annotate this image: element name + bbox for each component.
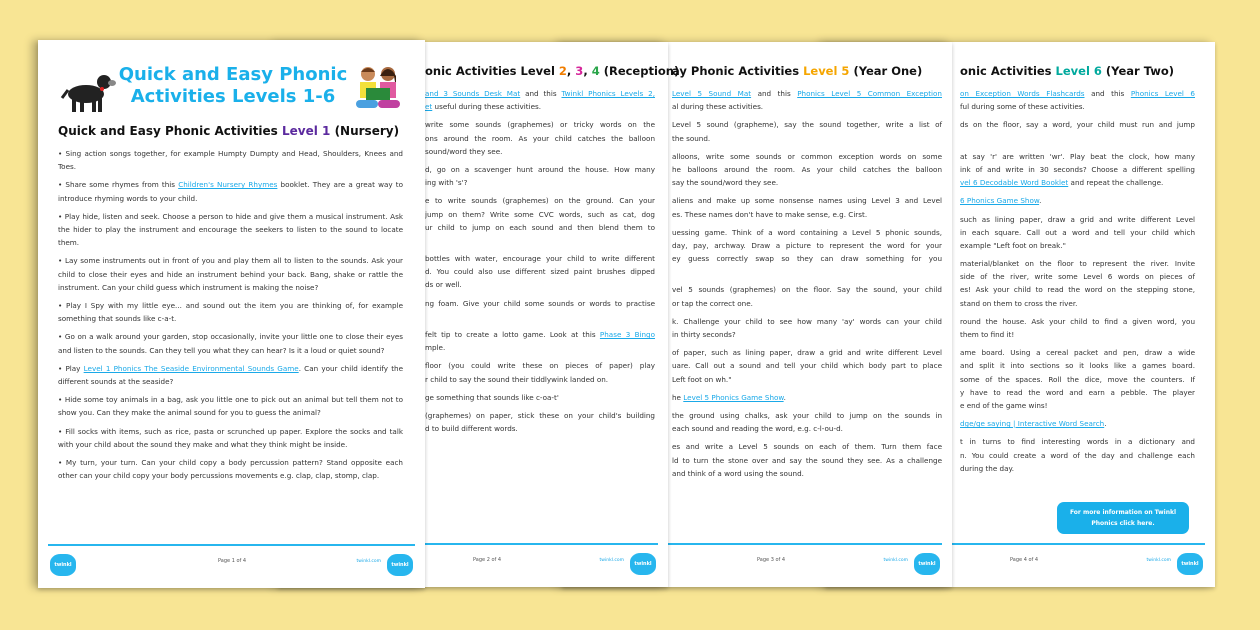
resource-link[interactable]: Level 5 Phonics Game Show: [683, 392, 784, 402]
activity-paragraph: [425, 359, 655, 385]
text-segment: and think of a word using the sound.: [672, 468, 804, 478]
activity-paragraph: [58, 456, 403, 482]
text-line: [960, 194, 1195, 207]
text-segment: each sound and reading the word, e.g. c-l-ou-d.: [672, 424, 843, 434]
text-line: [672, 163, 942, 176]
text-line: [425, 132, 655, 145]
twinkl-badge-icon: twinkl: [387, 554, 413, 576]
text-segment: write some sounds (graphemes) or tricky words on the: [425, 120, 655, 130]
text-segment: material/blanket on the floor to represent the river. Invite: [960, 259, 1195, 269]
text-line: [425, 118, 655, 131]
children-reading-illustration-icon: [350, 64, 406, 116]
text-segment: ey guess correctly swap so they can draw something for you: [672, 254, 942, 264]
activity-paragraph: [960, 87, 1195, 113]
resource-link[interactable]: Level 1 Phonics The Seaside Environmental Sounds Game: [83, 363, 299, 373]
text-segment: • Play hide, listen and seek. Choose a person to hide and give them a musical instrument. Ask the hider to play the instrument and encourage the seekers to listen to the sound to locate them.: [58, 211, 403, 248]
text-line: [425, 422, 655, 435]
resource-link[interactable]: on Exception Words Flashcards: [960, 89, 1085, 98]
activity-paragraph: [58, 393, 403, 419]
activity-paragraph: [960, 417, 1195, 430]
text-segment: .: [1104, 419, 1107, 429]
section-heading: [960, 64, 1195, 78]
text-segment: uessing game. Think of a word containing a Level 5 phonic sounds,: [672, 227, 942, 237]
section-heading: [425, 64, 680, 78]
text-line: [672, 409, 942, 422]
text-segment: • Lay some instruments out in front of you and play them all to listen to the sounds. Ask your child to close their eyes and hide an instrument behind your back. Bang, shake or rattle the instrument. Can your child guess which instrument is making the noise?: [58, 256, 403, 292]
text-line: [960, 176, 1195, 189]
resource-link[interactable]: Level 5 Sound Mat: [672, 89, 752, 98]
text-segment: ame board. Using a cereal packet and pen, draw a wide: [960, 348, 1195, 358]
text-line: [960, 270, 1195, 283]
text-segment: ,: [566, 64, 576, 78]
activity-paragraph: [960, 194, 1195, 207]
text-line: [425, 391, 655, 404]
text-segment: alloons, write some sounds or common exception words on some: [672, 151, 942, 161]
text-line: [425, 234, 655, 247]
page-number: Page 1 of 4: [218, 558, 247, 564]
activity-paragraph: [672, 87, 942, 113]
text-segment: and split it into sections so it looks like a games board.: [960, 361, 1195, 371]
text-line: [960, 449, 1195, 462]
level-label: 4: [591, 64, 600, 78]
more-info-button[interactable]: For more information on Twinkl Phonics click here.: [1057, 502, 1189, 534]
footer-divider: [48, 544, 415, 546]
activity-paragraph: [672, 409, 942, 435]
text-segment: booklet. They are a great way to introduce rhyming words to your child.: [58, 180, 403, 203]
text-line: [672, 391, 942, 404]
text-segment: ink of and write in 30 seconds? Choose a different spelling: [960, 164, 1195, 174]
text-line: [672, 100, 942, 113]
activity-paragraph: [672, 226, 942, 279]
text-line: [960, 462, 1195, 475]
text-segment: ld to turn the stone over and say the sound they see. As a challenge: [672, 455, 942, 465]
resource-link[interactable]: vel 6 Decodable Word Booklet: [960, 178, 1069, 188]
text-segment: ons around the room. As your child catches the balloon: [425, 133, 655, 143]
site-link[interactable]: twinkl.com: [599, 558, 624, 563]
page-number: Page 4 of 4: [1010, 557, 1039, 563]
page-4-content: [960, 64, 1195, 480]
text-segment: mple.: [425, 343, 446, 353]
text-line: [960, 328, 1195, 341]
level-label: 3: [575, 64, 584, 78]
text-line: [672, 315, 942, 328]
site-link[interactable]: twinkl.com: [1146, 558, 1171, 563]
text-line: [960, 346, 1195, 359]
text-line: [672, 328, 942, 341]
text-segment: he balloons around the room. As your child catches the balloon: [672, 164, 942, 174]
activity-paragraph: [672, 391, 942, 404]
page-3-content: [672, 64, 942, 485]
text-segment: or tap the correct one.: [672, 298, 753, 308]
activity-paragraph: [960, 213, 1195, 253]
text-line: [425, 252, 655, 265]
text-segment: • Fill socks with items, such as rice, pasta or scrunched up paper. Explore the socks and talk with your child about the sound they make and what they think might be inside.: [58, 426, 403, 449]
text-segment: • Play I Spy with my little eye... and sound out the item you are thinking of, for example something that sounds like c-a-t.: [58, 301, 403, 324]
text-segment: t in turns to find interesting words in a dictionary and: [960, 437, 1195, 447]
text-line: [960, 132, 1195, 145]
text-segment: onic Activities: [960, 64, 1056, 78]
text-line: [672, 118, 942, 131]
resource-link[interactable]: Phonics Level 6: [1130, 89, 1195, 98]
text-segment: Quick and Easy Phonic Activities: [58, 124, 282, 138]
activity-paragraph: [58, 362, 403, 388]
text-segment: k. Challenge your child to see how many 'ay' words can your child: [672, 316, 942, 326]
twinkl-badge-icon: twinkl: [630, 553, 656, 575]
text-segment: some of the spaces. Roll the dice, move the counters. If: [960, 374, 1195, 384]
activity-paragraph: [960, 435, 1195, 475]
text-line: [425, 359, 655, 372]
text-line: [960, 297, 1195, 310]
text-segment: • Play: [58, 363, 84, 373]
text-segment: the ground using chalks, ask your child to jump on the sounds in: [672, 410, 942, 420]
text-segment: al during these activities.: [672, 102, 764, 112]
text-line: [425, 297, 655, 310]
text-segment: during the day.: [960, 463, 1015, 473]
page-number: Page 3 of 4: [757, 557, 786, 563]
activity-paragraph: [425, 252, 655, 292]
level-label: Level 1: [282, 124, 331, 138]
text-line: [960, 239, 1195, 252]
text-line: [960, 399, 1195, 412]
text-segment: r child to say the sound their tiddlywink landed on.: [425, 374, 609, 384]
text-line: [960, 163, 1195, 176]
level-label: Level 5: [803, 64, 850, 78]
text-segment: onic Activities Level: [425, 64, 559, 78]
text-segment: and repeat the challenge.: [1068, 178, 1164, 188]
text-segment: and this: [520, 89, 562, 98]
text-line: [960, 118, 1195, 131]
activity-paragraph: [425, 163, 655, 189]
text-line: [672, 297, 942, 310]
text-segment: • My turn, your turn. Can your child copy a body percussion pattern? Stand opposite each other can your child copy your body percussions movements e.g. clap, clap, stomp, clap.: [58, 458, 403, 481]
text-segment: vel 5 sounds (graphemes) on the floor. Say the sound, your child: [672, 285, 942, 295]
text-segment: floor (you could write these on pieces of paper) play: [425, 361, 655, 371]
text-segment: round the house. Ask your child to find a given word, you: [960, 316, 1195, 326]
text-line: [672, 87, 942, 100]
text-segment: e to write sounds (graphemes) on the ground. Can your: [425, 196, 655, 206]
activity-paragraph: [425, 409, 655, 435]
text-segment: ing with 's'?: [425, 178, 468, 188]
text-line: [672, 283, 942, 296]
text-line: [425, 221, 655, 234]
resource-link[interactable]: and 3 Sounds Desk Mat: [425, 89, 521, 98]
text-segment: and this: [1084, 89, 1131, 98]
text-segment: . Can your child identify the different sounds at the seaside?: [58, 363, 403, 387]
text-line: [672, 239, 942, 252]
activity-paragraph: [960, 257, 1195, 310]
text-line: [425, 341, 655, 354]
activity-paragraph: [58, 425, 403, 451]
text-line: [960, 150, 1195, 163]
activity-paragraph: [425, 118, 655, 158]
text-segment: at say 'r' are written 'wr'. Play beat the clock, how many: [960, 151, 1195, 161]
text-line: [672, 422, 942, 435]
activity-paragraph: [425, 328, 655, 354]
text-line: [425, 328, 655, 341]
text-segment: example "Left foot on break.": [960, 240, 1066, 250]
text-segment: such as lining paper, draw a grid and write different Level: [960, 214, 1195, 224]
text-segment: the sound.: [672, 133, 711, 143]
text-segment: • Hide some toy animals in a bag, ask you little one to pick out an animal but tell them not to show you. Can they make the animal sound for you to guess the animal?: [58, 395, 403, 418]
level-label: 2: [558, 64, 567, 78]
text-line: [425, 278, 655, 291]
text-segment: es! Ask your child to read the word on the stepping stone,: [960, 285, 1195, 295]
text-segment: d to build different words.: [425, 424, 518, 434]
text-segment: aliens and make up some nonsense names using Level 3 and Level: [672, 196, 942, 206]
text-line: [672, 440, 942, 453]
text-line: [672, 150, 942, 163]
page-number: Page 2 of 4: [473, 557, 502, 563]
activity-paragraph: [58, 254, 403, 294]
text-segment: (Nursery): [330, 124, 400, 138]
page-2-content: [425, 64, 680, 440]
activity-paragraph: [960, 315, 1195, 341]
text-line: [425, 409, 655, 422]
text-line: [425, 176, 655, 189]
text-segment: .: [783, 392, 786, 402]
text-segment: d. You could also use different sized paint brushes dipped: [425, 267, 655, 277]
text-line: [960, 283, 1195, 296]
text-segment: stand on them to cross the river.: [960, 298, 1078, 308]
text-line: [960, 315, 1195, 328]
text-line: [672, 265, 942, 278]
activity-paragraph: [425, 87, 655, 113]
text-segment: in thirty seconds?: [672, 330, 736, 339]
text-segment: side of the river, write some Level 6 words on pieces of: [960, 272, 1195, 282]
section-heading: [672, 64, 942, 78]
text-segment: .: [1039, 196, 1042, 206]
text-segment: (Reception): [599, 64, 680, 78]
site-link[interactable]: twinkl.com: [356, 559, 381, 564]
text-line: [425, 163, 655, 176]
text-segment: sound/word they see.: [425, 146, 503, 156]
text-segment: es and write a Level 5 sounds on each of them. Turn them face: [672, 442, 942, 452]
text-segment: • Share some rhymes from this: [58, 180, 179, 190]
text-segment: them to find it!: [960, 330, 1015, 339]
text-segment: ay Phonic Activities: [672, 64, 804, 78]
activity-paragraph: [672, 346, 942, 386]
text-line: [672, 208, 942, 221]
activity-paragraph: [960, 150, 1195, 190]
text-segment: uare. Call out a sound and tell your child which body part to place: [672, 361, 942, 371]
resource-link[interactable]: dge/ge saying | Interactive Word Search: [960, 419, 1105, 429]
text-segment: of paper, such as lining paper, draw a grid and write different Level: [672, 348, 942, 358]
text-segment: (graphemes) on paper, stick these on your child's building: [425, 410, 655, 420]
text-line: [425, 265, 655, 278]
activity-paragraph: [58, 330, 403, 356]
activity-paragraph: [960, 346, 1195, 412]
text-line: [672, 373, 942, 386]
text-line: [425, 100, 655, 113]
text-line: [672, 252, 942, 265]
text-line: [425, 208, 655, 221]
text-segment: ful during some of these activities.: [960, 102, 1085, 112]
activity-paragraph: [672, 315, 942, 341]
text-segment: and this: [751, 89, 798, 98]
worksheet-page-1: [38, 40, 425, 588]
text-line: [672, 176, 942, 189]
activity-paragraph: [672, 283, 942, 309]
site-link[interactable]: twinkl.com: [883, 558, 908, 563]
text-line: [960, 213, 1195, 226]
activity-paragraph: [672, 150, 942, 190]
text-segment: • Go on a walk around your garden, stop occasionally, invite your little one to close their eyes and listen to the sounds. Can they tell you what they can hear? Is it a loud or quiet sound?: [58, 332, 403, 355]
dog-illustration-icon: [60, 68, 120, 114]
text-line: [425, 194, 655, 207]
text-line: [425, 373, 655, 386]
twinkl-badge-icon: twinkl: [914, 553, 940, 575]
activity-paragraph: [58, 299, 403, 325]
activity-paragraph: [58, 178, 403, 204]
text-line: [960, 100, 1195, 113]
text-segment: d, go on a scavenger hunt around the house. How many: [425, 164, 655, 174]
activity-paragraph: [672, 440, 942, 480]
text-segment: he: [672, 392, 684, 402]
text-segment: n. You could create a word of the day and challenge each: [960, 450, 1195, 460]
text-line: [425, 87, 655, 100]
resource-link[interactable]: Phase 3 Bingo: [599, 330, 656, 339]
text-segment: es. These names don't have to make sense, e.g. Cirst.: [672, 209, 868, 219]
text-segment: in each square. Call out a word and tell your child which: [960, 227, 1195, 237]
text-segment: ,: [583, 64, 592, 78]
text-segment: Level 5 sound (grapheme), say the sound together, write a list of: [672, 120, 942, 130]
text-segment: ds on the floor, say a word, your child must run and jump: [960, 120, 1195, 130]
twinkl-badge-icon: twinkl: [1177, 553, 1203, 575]
text-segment: (Year Two): [1101, 64, 1175, 78]
text-line: [672, 359, 942, 372]
text-segment: felt tip to create a lotto game. Look at this: [425, 330, 600, 339]
text-line: [960, 386, 1195, 399]
text-line: [425, 145, 655, 158]
text-line: [425, 310, 655, 323]
resource-link[interactable]: Twinkl Phonics Levels 2,: [561, 89, 655, 98]
activity-paragraph: [58, 210, 403, 250]
activity-paragraph: [960, 118, 1195, 144]
text-segment: Left foot on wh.": [672, 374, 732, 384]
text-line: [960, 87, 1195, 100]
text-line: [960, 373, 1195, 386]
text-line: [672, 194, 942, 207]
text-segment: ng foam. Give your child some sounds or words to practise: [425, 298, 655, 308]
resource-link[interactable]: 6 Phonics Game Show: [960, 196, 1040, 206]
text-segment: • Sing action songs together, for example Humpty Dumpty and Head, Shoulders, Knees and Toes.: [58, 149, 403, 172]
text-line: [960, 417, 1195, 430]
resource-link[interactable]: et: [425, 102, 433, 112]
page-1-content: [58, 124, 403, 487]
text-line: [672, 454, 942, 467]
activity-paragraph: [425, 297, 655, 323]
text-line: [672, 346, 942, 359]
text-segment: ur child to jump on each sound and then blend them to: [425, 222, 655, 232]
text-segment: e end of the game wins!: [960, 400, 1048, 410]
text-line: [960, 359, 1195, 372]
section-heading: [58, 124, 403, 138]
text-line: [960, 257, 1195, 270]
document-title: Quick and Easy Phonic Activities Levels 1-6: [118, 64, 348, 107]
text-segment: useful during these activities.: [432, 102, 542, 112]
text-segment: ge something that sounds like c-oa-t': [425, 392, 559, 402]
text-line: [672, 226, 942, 239]
activity-paragraph: [672, 194, 942, 220]
text-line: [960, 435, 1195, 448]
text-line: [672, 132, 942, 145]
text-segment: jump on them? Write some CVC words, such as cat, dog: [425, 209, 655, 219]
text-segment: day, pay, archway. Draw a picture to represent the word for your: [672, 240, 942, 250]
level-label: Level 6: [1055, 64, 1102, 78]
activity-paragraph: [425, 194, 655, 247]
text-line: [672, 467, 942, 480]
text-segment: (Year One): [849, 64, 923, 78]
text-segment: say the sound/word they see.: [672, 178, 779, 188]
activity-paragraph: [425, 391, 655, 404]
text-segment: y have to read the word and earn a pebble. The player: [960, 387, 1195, 397]
activity-paragraph: [672, 118, 942, 144]
resource-link[interactable]: Children's Nursery Rhymes: [178, 180, 278, 190]
twinkl-logo-icon: twinkl: [50, 554, 76, 576]
text-segment: ds or well.: [425, 280, 462, 290]
activity-paragraph: [58, 147, 403, 173]
text-line: [960, 226, 1195, 239]
resource-link[interactable]: Phonics Level 5 Common Exception: [797, 89, 942, 98]
text-segment: bottles with water, encourage your child to write different: [425, 254, 655, 264]
